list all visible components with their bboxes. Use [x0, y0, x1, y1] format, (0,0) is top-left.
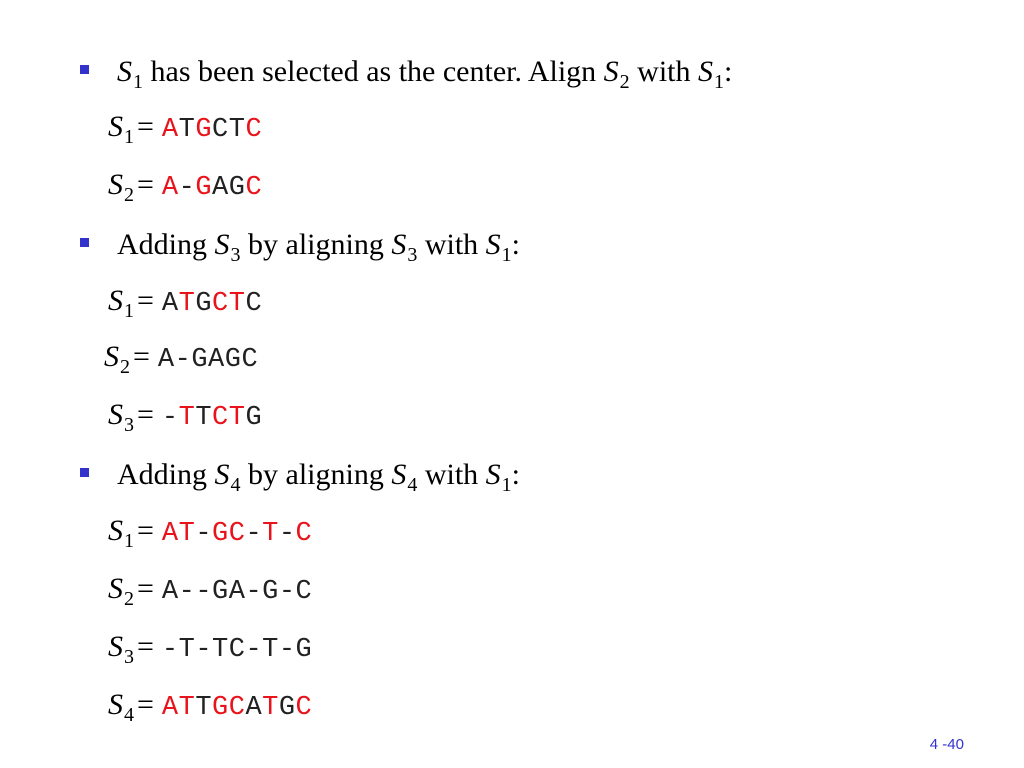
nucleotide-char: C	[245, 289, 263, 319]
nucleotide-char: C	[295, 693, 313, 723]
subscript: 4	[230, 474, 241, 496]
sequence-string	[162, 289, 262, 319]
nucleotide-char: A	[161, 289, 179, 319]
equals-sign: =	[137, 168, 154, 201]
sequence-name: S	[108, 514, 123, 547]
nucleotide-char: C	[228, 693, 246, 723]
sequence-subscript: 2	[124, 588, 134, 610]
alignment-row	[108, 572, 313, 610]
sequence-string	[162, 115, 262, 145]
gap-char: -	[195, 635, 213, 665]
nucleotide-char: G	[295, 635, 313, 665]
gap-char: -	[195, 577, 213, 607]
nucleotide-char: A	[161, 519, 179, 549]
nucleotide-char: T	[195, 693, 213, 723]
bullet-text: by aligning	[240, 458, 392, 491]
subscript: 1	[501, 244, 512, 266]
alignment-row	[108, 398, 263, 436]
alignment-row	[108, 514, 313, 552]
nucleotide-char: T	[178, 635, 196, 665]
sequence-name: S	[104, 340, 119, 373]
sequence-name: S	[108, 284, 123, 317]
equals-sign: =	[137, 688, 154, 721]
sequence-string	[162, 403, 262, 433]
nucleotide-char: C	[245, 115, 263, 145]
alignment-row	[108, 630, 313, 668]
nucleotide-char: A	[208, 345, 225, 375]
sequence-string	[162, 519, 312, 549]
nucleotide-char: T	[178, 289, 196, 319]
nucleotide-char: G	[195, 289, 213, 319]
gap-char: -	[245, 635, 263, 665]
alignment-row	[108, 110, 263, 148]
bullet-square-icon	[80, 65, 89, 74]
nucleotide-char: A	[161, 693, 179, 723]
sequence-name: S	[108, 168, 123, 201]
nucleotide-char: C	[295, 577, 313, 607]
nucleotide-char: C	[295, 519, 313, 549]
alignment-row	[108, 688, 313, 726]
sequence-subscript: 1	[124, 126, 134, 148]
nucleotide-char: A	[161, 577, 179, 607]
equals-sign: =	[133, 340, 150, 373]
bullet-text: has been selected as the center. Align	[143, 55, 604, 88]
bullet-line-3	[80, 458, 521, 496]
subscript: 1	[133, 71, 143, 93]
sequence-string	[162, 635, 312, 665]
nucleotide-char: T	[178, 519, 196, 549]
bullet-text: by aligning	[240, 228, 392, 261]
nucleotide-char: G	[212, 577, 229, 607]
nucleotide-char: C	[228, 519, 246, 549]
variable-s: S	[391, 458, 407, 491]
sequence-name: S	[108, 572, 123, 605]
nucleotide-char: G	[262, 577, 279, 607]
sequence-subscript: 3	[124, 646, 134, 668]
sequence-subscript: 3	[124, 414, 134, 436]
sequence-name: S	[108, 110, 123, 143]
nucleotide-char: A	[157, 345, 175, 375]
nucleotide-char: C	[228, 635, 246, 665]
variable-s: S	[391, 228, 407, 261]
nucleotide-char: T	[212, 635, 229, 665]
nucleotide-char: G	[224, 345, 242, 375]
gap-char: -	[174, 345, 192, 375]
bullet-text: :	[724, 55, 733, 88]
nucleotide-char: T	[262, 519, 279, 549]
bullet-square-icon	[80, 468, 89, 477]
gap-char: -	[161, 635, 179, 665]
nucleotide-char: G	[212, 693, 229, 723]
variable-s: S	[214, 228, 230, 261]
nucleotide-char: A	[228, 577, 246, 607]
gap-char: -	[278, 577, 296, 607]
alignment-row	[108, 284, 263, 322]
nucleotide-char: G	[195, 115, 213, 145]
subscript: 4	[407, 474, 418, 496]
subscript: 3	[230, 244, 241, 266]
equals-sign: =	[137, 110, 154, 143]
nucleotide-char: T	[262, 693, 279, 723]
nucleotide-char: C	[245, 173, 263, 203]
nucleotide-char: T	[195, 403, 213, 433]
nucleotide-char: G	[212, 519, 229, 549]
alignment-row	[104, 340, 259, 378]
sequence-string	[162, 577, 312, 607]
equals-sign: =	[137, 284, 154, 317]
nucleotide-char: A	[245, 693, 263, 723]
sequence-string	[158, 345, 258, 375]
bullet-text: Adding	[117, 458, 215, 491]
bullet-text: :	[511, 228, 521, 261]
nucleotide-char: G	[245, 403, 263, 433]
nucleotide-char: T	[262, 635, 279, 665]
equals-sign: =	[137, 514, 154, 547]
nucleotide-char: G	[195, 173, 213, 203]
bullet-text: with	[417, 228, 486, 261]
alignment-row	[108, 168, 263, 206]
subscript: 1	[501, 474, 512, 496]
gap-char: -	[161, 403, 179, 433]
bullet-line-2	[80, 228, 521, 266]
bullet-line-1	[80, 55, 733, 93]
nucleotide-char: T	[228, 403, 246, 433]
bullet-text: Adding	[117, 228, 215, 261]
nucleotide-char: T	[228, 289, 246, 319]
nucleotide-char: G	[278, 693, 296, 723]
nucleotide-char: A	[161, 173, 179, 203]
variable-s: S	[485, 458, 501, 491]
sequence-name: S	[108, 398, 123, 431]
nucleotide-char: C	[241, 345, 259, 375]
subscript: 1	[714, 71, 725, 93]
sequence-subscript: 1	[124, 300, 134, 322]
nucleotide-char: T	[178, 403, 196, 433]
nucleotide-char: G	[228, 173, 246, 203]
sequence-subscript: 2	[124, 184, 134, 206]
bullet-text: with	[417, 458, 486, 491]
sequence-string	[162, 173, 262, 203]
sequence-subscript: 1	[124, 530, 134, 552]
variable-s: S	[485, 228, 501, 261]
gap-char: -	[278, 519, 296, 549]
variable-s: S	[698, 55, 714, 88]
nucleotide-char: T	[178, 693, 196, 723]
gap-char: -	[195, 519, 213, 549]
subscript: 2	[619, 71, 630, 93]
equals-sign: =	[137, 572, 154, 605]
equals-sign: =	[137, 398, 154, 431]
subscript: 3	[407, 244, 418, 266]
variable-s: S	[603, 55, 619, 88]
nucleotide-char: T	[228, 115, 246, 145]
bullet-text: :	[511, 458, 521, 491]
gap-char: -	[245, 519, 263, 549]
equals-sign: =	[137, 630, 154, 663]
nucleotide-char: A	[161, 115, 179, 145]
nucleotide-char: C	[212, 289, 229, 319]
sequence-string	[162, 693, 312, 723]
nucleotide-char: G	[191, 345, 209, 375]
gap-char: -	[178, 577, 196, 607]
page-number: 4 -40	[929, 736, 964, 753]
nucleotide-char: C	[212, 115, 229, 145]
variable-s: S	[117, 55, 132, 88]
variable-s: S	[214, 458, 230, 491]
gap-char: -	[245, 577, 263, 607]
bullet-text: with	[629, 55, 699, 88]
sequence-subscript: 2	[120, 356, 130, 378]
sequence-name: S	[108, 630, 123, 663]
nucleotide-char: T	[178, 115, 196, 145]
nucleotide-char: A	[212, 173, 229, 203]
gap-char: -	[278, 635, 296, 665]
sequence-subscript: 4	[124, 704, 134, 726]
gap-char: -	[178, 173, 196, 203]
nucleotide-char: C	[212, 403, 229, 433]
sequence-name: S	[108, 688, 123, 721]
bullet-square-icon	[80, 238, 89, 247]
